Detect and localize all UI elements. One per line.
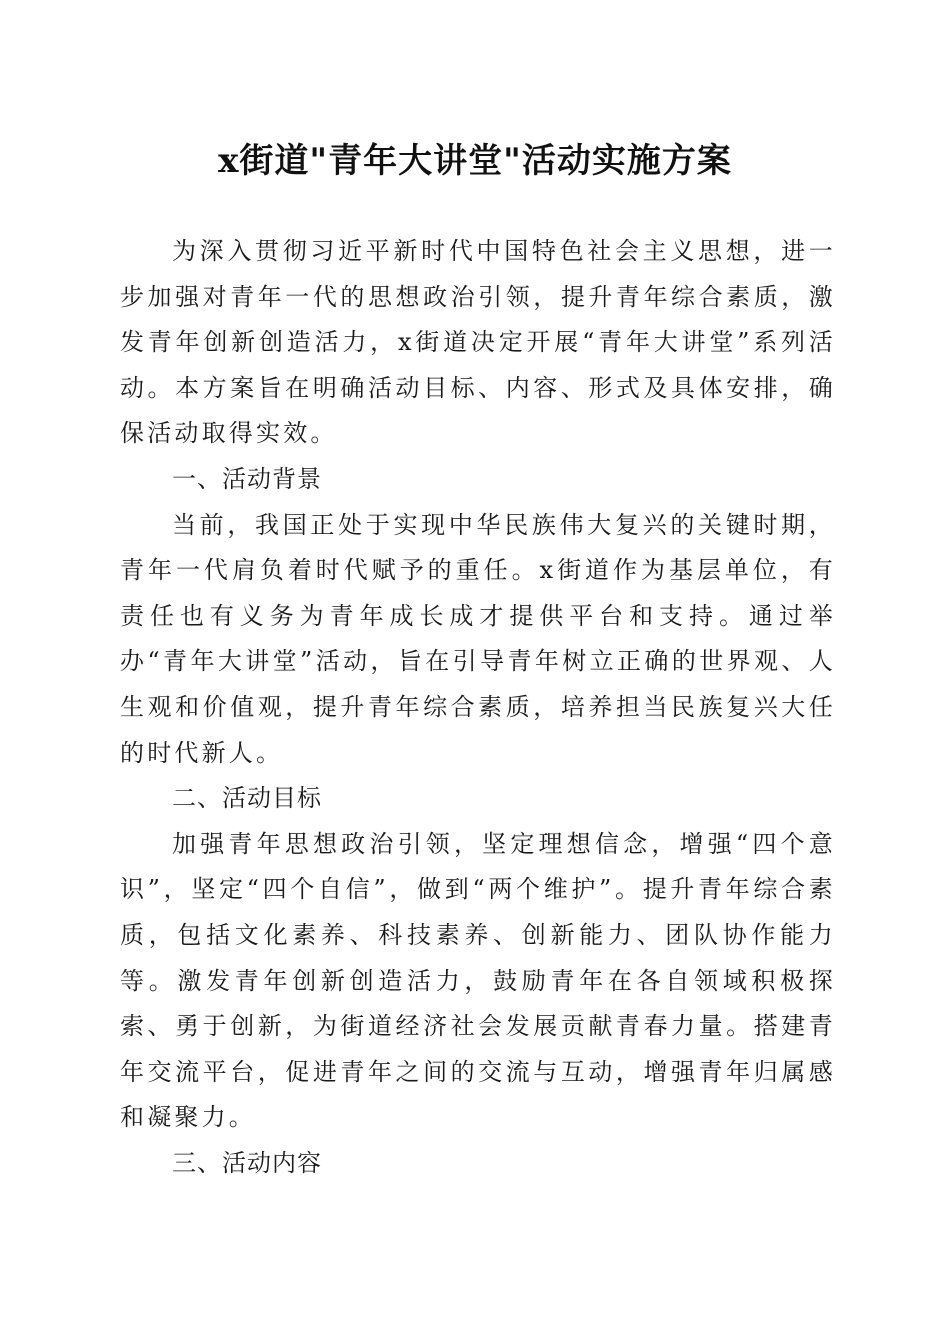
document-title: x街道"青年大讲堂"活动实施方案 bbox=[218, 141, 732, 181]
section-heading-goals: 二、活动目标 bbox=[172, 784, 322, 813]
section-body-background: 当前，我国正处于实现中华民族伟大复兴的关键时期，青年一代肩负着时代赋予的重任。x街道作为基层单位，有责任也有义务为青年成长成才提供平台和支持。通过举办“青年大讲堂”活动，旨在引导青年树立正确的世界观、人生观和价值观，提升青年综合素质，培养担当民族复兴大任的时代新人。 bbox=[120, 510, 836, 767]
section-heading-content: 三、活动内容 bbox=[172, 1148, 322, 1177]
section-body-goals: 加强青年思想政治引领，坚定理想信念，增强“四个意识”，坚定“四个自信”，做到“两个维护”。提升青年综合素质，包括文化素养、科技素养、创新能力、团队协作能力等。激发青年创新创造活力，鼓励青年在各自领域积极探索、勇于创新，为街道经济社会发展贡献青春力量。搭建青年交流平台，促进青年之间的交流与互动，增强青年归属感和凝聚力。 bbox=[120, 829, 836, 1132]
document-body bbox=[120, 229, 836, 1186]
section-heading-background: 一、活动背景 bbox=[172, 464, 322, 493]
intro-paragraph: 为深入贯彻习近平新时代中国特色社会主义思想，进一步加强对青年一代的思想政治引领，提升青年综合素质，激发青年创新创造活力，x街道决定开展“青年大讲堂”系列活动。本方案旨在明确活动目标、内容、形式及具体安排，确保活动取得实效。 bbox=[120, 237, 836, 448]
